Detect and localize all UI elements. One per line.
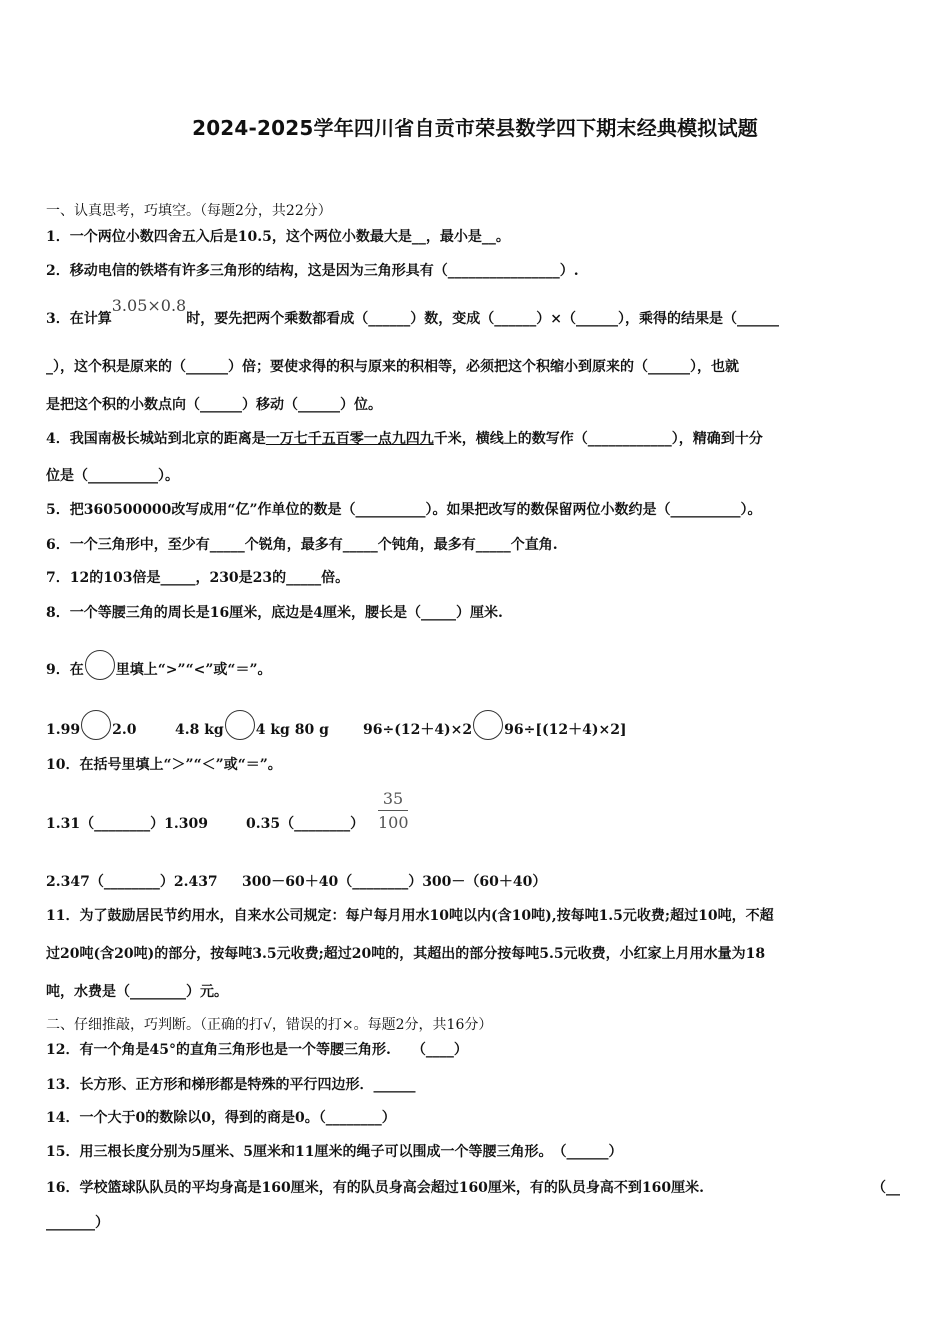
question-4-line-1 xyxy=(46,430,763,448)
question-16-line-1-tail: （__ xyxy=(872,1180,900,1196)
compare-right: 4 kg 80 g xyxy=(255,722,329,738)
question-10-row-1b: 0.35（________） xyxy=(246,816,365,832)
fraction-numerator: 35 xyxy=(382,789,404,808)
section-2-heading: 二、仔细推敲，巧判断。（正确的打√，错误的打×。每题2分，共16分） xyxy=(46,1017,493,1033)
compare-left: 96÷(12＋4)×2 xyxy=(363,722,473,738)
answer-circle[interactable] xyxy=(81,710,111,740)
question-9-item-3 xyxy=(363,710,627,740)
question-9-pre: 9．在 xyxy=(46,662,84,678)
answer-circle[interactable] xyxy=(225,710,255,740)
question-3-expression: 3.05×0.8 xyxy=(111,296,187,315)
question-9 xyxy=(46,650,272,680)
question-16-line-1: 16．学校篮球队队员的平均身高是160厘米，有的队员身高会超过160厘米，有的队员身高不到160厘米. xyxy=(46,1180,705,1196)
question-10-row-2b: 300－60＋40（________）300－（60＋40） xyxy=(242,874,547,890)
compare-right: 96÷[(12＋4)×2] xyxy=(504,722,627,738)
question-11-line-1: 11．为了鼓励居民节约用水，自来水公司规定：每户每月用水10吨以内(含10吨),按每吨1.5元收费;超过10吨，不超 xyxy=(46,908,774,924)
question-4-line-2: 位是（__________）。 xyxy=(46,468,179,484)
question-3-prefix: 3．在计算 xyxy=(46,311,112,327)
question-8: 8．一个等腰三角的周长是16厘米，底边是4厘米，腰长是（_____）厘米. xyxy=(46,605,503,621)
question-10-row-2a: 2.347（________）2.437 xyxy=(46,874,218,890)
page-title: 2024-2025学年四川省自贡市荣县数学四下期末经典模拟试题 xyxy=(192,116,758,140)
question-15: 15．用三根长度分别为5厘米、5厘米和11厘米的绳子可以围成一个等腰三角形。 （______） xyxy=(46,1144,623,1160)
question-11-line-3: 吨，水费是（________）元。 xyxy=(46,984,228,1000)
compare-left: 4.8 kg xyxy=(175,722,224,738)
question-12: 12．有一个角是45°的直角三角形也是一个等腰三角形. （____） xyxy=(46,1042,468,1058)
question-11-line-2: 过20吨(含20吨)的部分，按每吨3.5元收费;超过20吨的，其超出的部分按每吨5.5元收费，小红家上月用水量为18 xyxy=(46,946,766,962)
answer-circle[interactable] xyxy=(85,650,115,680)
question-14: 14．一个大于0的数除以0，得到的商是0。（________） xyxy=(46,1110,396,1126)
question-4-underlined-number: 一万七千五百零一点九四九 xyxy=(265,431,434,447)
compare-left: 1.99 xyxy=(46,722,81,738)
question-5: 5．把360500000改写成用“亿”作单位的数是（__________）。如果把改写的数保留两位小数约是（__________）。 xyxy=(46,502,762,518)
question-4-post: 千米，横线上的数写作（____________），精确到十分 xyxy=(433,431,763,447)
question-3-line-1-text: 时，要先把两个乘数都看成（______）数，变成（______）×（______），乘得的结果是（______ xyxy=(186,311,779,327)
fraction-denominator: 100 xyxy=(378,813,409,832)
question-6: 6．一个三角形中，至少有_____个锐角，最多有_____个钝角，最多有_____个直角. xyxy=(46,537,558,553)
question-3-line-3: 是把这个积的小数点向（______）移动（______）位。 xyxy=(46,397,382,413)
question-16-line-2: _______） xyxy=(46,1215,109,1231)
question-4-pre: 4．我国南极长城站到北京的距离是 xyxy=(46,431,266,447)
question-7: 7．12的103倍是_____，230是23的_____倍。 xyxy=(46,570,350,586)
question-9-item-2 xyxy=(175,710,329,740)
section-1-heading: 一、认真思考，巧填空。（每题2分，共22分） xyxy=(46,203,332,219)
compare-right: 2.0 xyxy=(112,722,137,738)
question-3-line-2: _），这个积是原来的（______）倍；要使求得的积与原来的积相等，必须把这个积缩小到原来的（______），也就 xyxy=(46,359,739,375)
fraction-bar xyxy=(378,810,408,811)
question-10: 10．在括号里填上“＞”“＜”或“＝”。 xyxy=(46,757,282,773)
fraction-35-100 xyxy=(378,789,408,832)
question-13: 13．长方形、正方形和梯形都是特殊的平行四边形．______ xyxy=(46,1077,416,1093)
question-9-item-1 xyxy=(46,710,136,740)
question-9-post: 里填上“>”“<”或“＝”。 xyxy=(115,662,272,678)
question-2: 2．移动电信的铁塔有许多三角形的结构，这是因为三角形具有（________________）. xyxy=(46,263,579,279)
question-10-row-1a: 1.31（________）1.309 xyxy=(46,816,208,832)
question-3-line-1 xyxy=(46,296,779,328)
answer-circle[interactable] xyxy=(473,710,503,740)
question-1: 1．一个两位小数四舍五入后是10.5，这个两位小数最大是__，最小是__。 xyxy=(46,229,510,245)
